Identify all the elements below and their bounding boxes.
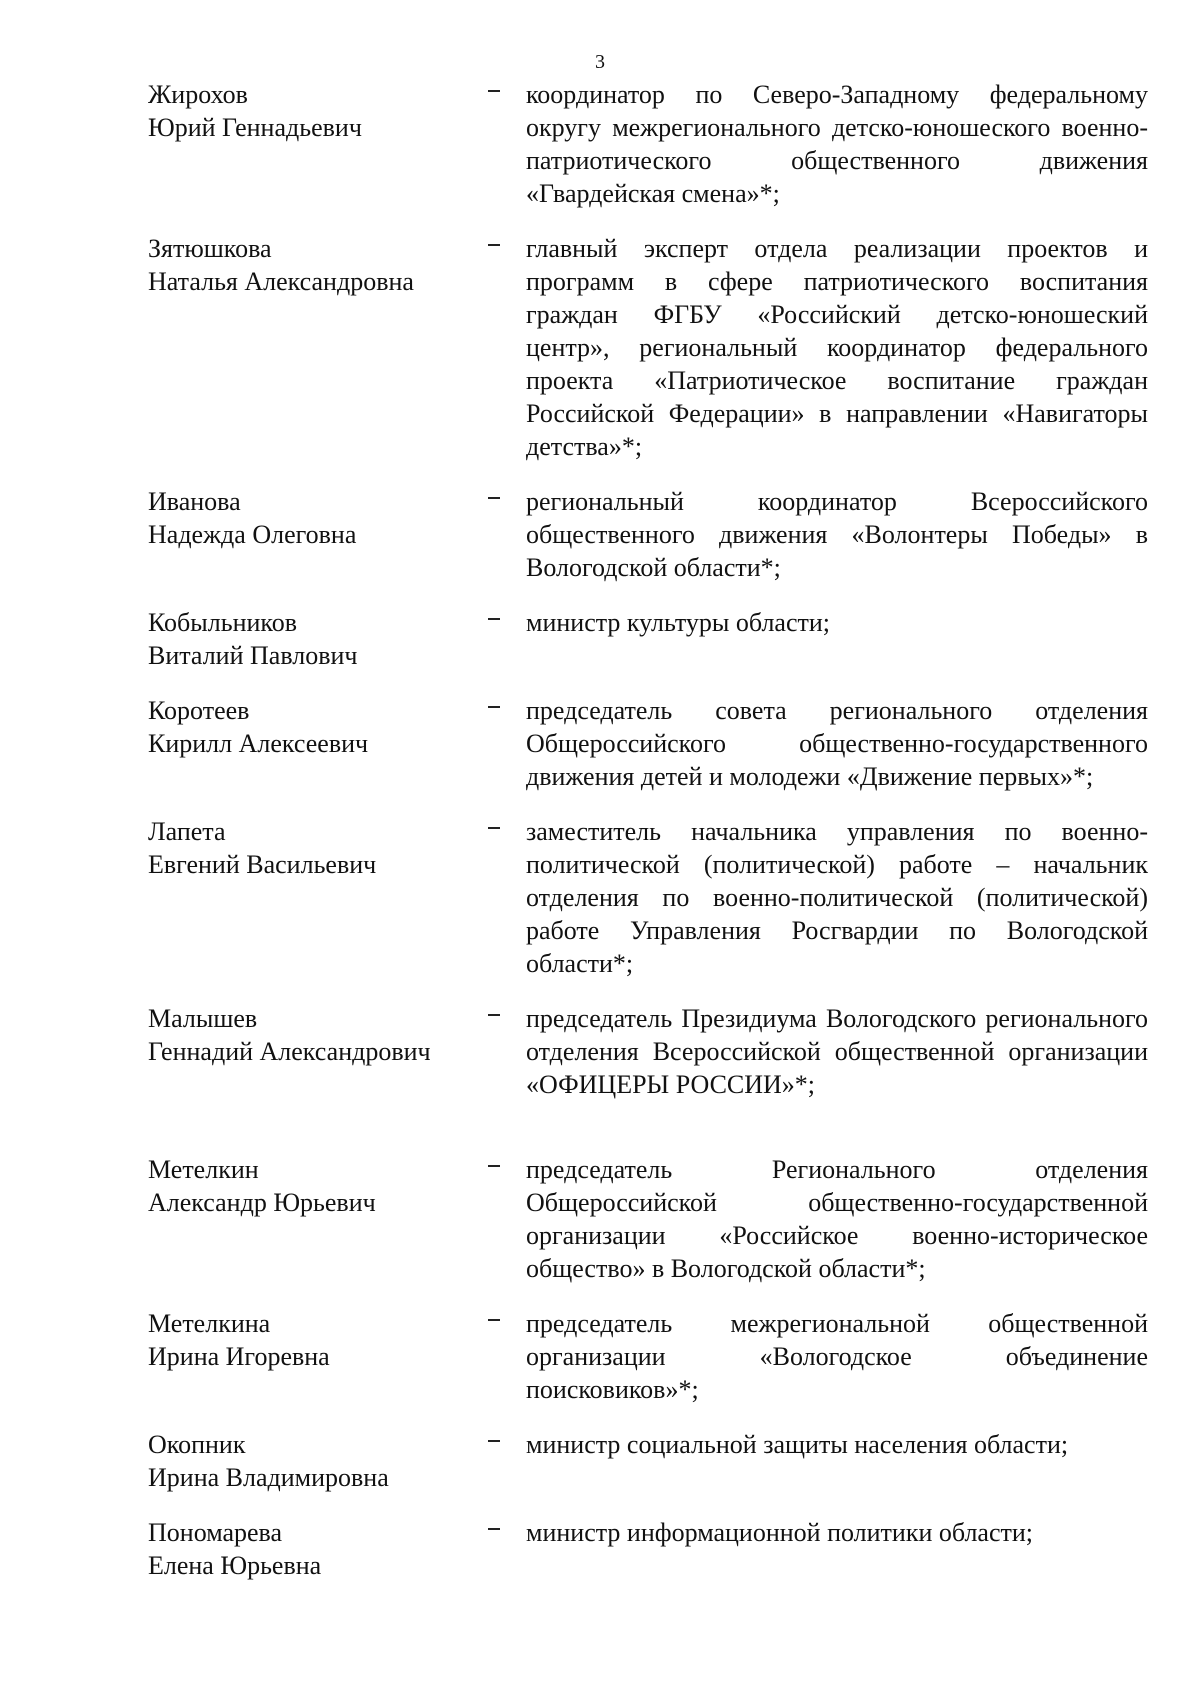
member-given-names: Юрий Геннадьевич <box>148 113 362 142</box>
member-name <box>148 232 478 463</box>
member-surname: Окопник <box>148 1430 246 1459</box>
member-surname: Пономарева <box>148 1518 283 1547</box>
member-position: министр информационной политики области; <box>526 1518 1033 1547</box>
member-given-names: Ирина Игоревна <box>148 1342 330 1371</box>
member-given-names: Геннадий Александрович <box>148 1037 431 1066</box>
dash-separator <box>478 232 526 463</box>
member-surname: Метелкин <box>148 1155 259 1184</box>
member-entry <box>148 1153 1148 1285</box>
member-name <box>148 1002 478 1101</box>
member-surname: Метелкина <box>148 1309 271 1338</box>
member-position: председатель межрегиональной общественной организации «Вологодское объединение поисковиков»*; <box>526 1309 1148 1404</box>
member-given-names: Евгений Васильевич <box>148 850 377 879</box>
member-position: региональный координатор Всероссийского общественного движения «Волонтеры Победы» в Вологодской области*; <box>526 487 1148 582</box>
member-given-names: Надежда Олеговна <box>148 520 357 549</box>
member-surname: Жирохов <box>148 80 248 109</box>
member-entry <box>148 78 1148 210</box>
member-entry <box>148 815 1148 980</box>
dash-separator <box>478 1428 526 1494</box>
member-entry <box>148 1516 1148 1582</box>
member-name <box>148 1516 478 1582</box>
dash-separator <box>478 815 526 980</box>
member-name <box>148 815 478 980</box>
member-entry <box>148 232 1148 463</box>
member-given-names: Кирилл Алексеевич <box>148 729 369 758</box>
dash-separator <box>478 694 526 793</box>
page-number: 3 <box>595 51 605 73</box>
member-position: председатель Президиума Вологодского регионального отделения Всероссийской общественной организации «ОФИЦЕРЫ РОССИИ»*; <box>526 1004 1148 1099</box>
member-name <box>148 1307 478 1406</box>
member-position: заместитель начальника управления по военно-политической (политической) работе – начальник отделения по военно-политической (политической) работе Управления Росгвардии по Вологодской области*; <box>526 817 1148 978</box>
member-name <box>148 78 478 210</box>
member-surname: Кобыльников <box>148 608 297 637</box>
member-name <box>148 694 478 793</box>
member-given-names: Ирина Владимировна <box>148 1463 389 1492</box>
member-given-names: Виталий Павлович <box>148 641 358 670</box>
member-surname: Иванова <box>148 487 241 516</box>
member-entry <box>148 606 1148 672</box>
dash-separator <box>478 606 526 672</box>
member-entry <box>148 485 1148 584</box>
member-position: председатель совета регионального отделения Общероссийского общественно-государственного движения детей и молодежи «Движение первых»*; <box>526 696 1148 791</box>
member-name <box>148 1153 478 1285</box>
member-surname: Коротеев <box>148 696 250 725</box>
dash-separator <box>478 1516 526 1582</box>
dash-separator <box>478 1307 526 1406</box>
member-name <box>148 1428 478 1494</box>
dash-separator <box>478 485 526 584</box>
member-given-names: Наталья Александровна <box>148 267 414 296</box>
member-position: главный эксперт отдела реализации проектов и программ в сфере патриотического воспитания граждан ФГБУ «Российский детско-юношеский центр», региональный координатор федерального проекта «Патриотическое воспитание граждан Российской Федерации» в направлении «Навигаторы детства»*; <box>526 234 1148 461</box>
dash-separator <box>478 78 526 210</box>
member-position: председатель Регионального отделения Общероссийской общественно-государственной организации «Российское военно-историческое общество» в Вологодской области*; <box>526 1155 1148 1283</box>
dash-separator <box>478 1002 526 1101</box>
member-given-names: Александр Юрьевич <box>148 1188 376 1217</box>
member-given-names: Елена Юрьевна <box>148 1551 322 1580</box>
member-position: министр социальной защиты населения области; <box>526 1430 1069 1459</box>
member-position: министр культуры области; <box>526 608 831 637</box>
member-surname: Малышев <box>148 1004 258 1033</box>
member-entry <box>148 1002 1148 1101</box>
dash-separator <box>478 1153 526 1285</box>
member-name <box>148 606 478 672</box>
member-entry <box>148 1307 1148 1406</box>
member-list <box>148 78 1148 1582</box>
member-name <box>148 485 478 584</box>
member-entry <box>148 1428 1148 1494</box>
member-position: координатор по Северо-Западному федеральному округу межрегионального детско-юношеского военно-патриотического общественного движения «Гвардейская смена»*; <box>526 80 1148 208</box>
member-surname: Зятюшкова <box>148 234 272 263</box>
member-entry <box>148 694 1148 793</box>
member-surname: Лапета <box>148 817 226 846</box>
